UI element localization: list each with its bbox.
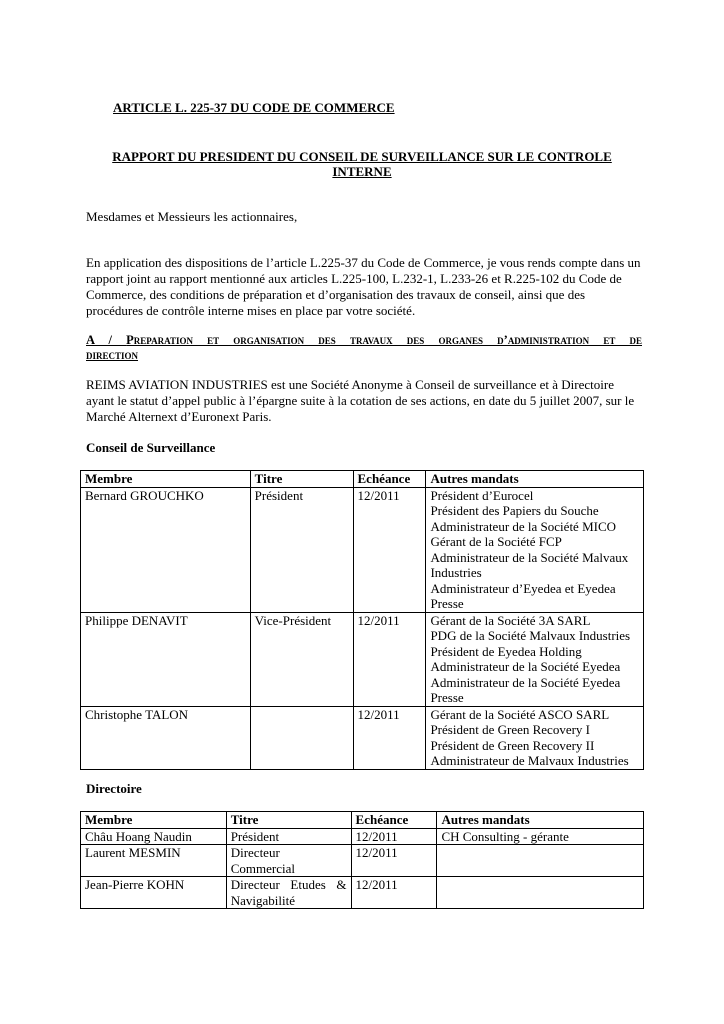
mandat-item: Président d’Eurocel [430,487,534,503]
mandat-item: Administrateur d’Eyedea et Eyedea Presse [430,580,616,611]
mandat-item: Président de Eyedea Holding [430,643,582,659]
cell-mandats [437,845,644,877]
mandat-item: Administrateur de la Société Malvaux Industries [430,549,629,580]
cell-echeance: 12/2011 [353,706,426,769]
section-a-title: Preparation et organisation des travaux des organes d’administration et de [126,333,642,347]
cell-titre: Président [226,828,351,845]
mandat-item: Gérant de la Société 3A SARL [430,612,591,628]
col-header-titre: Titre [226,812,351,829]
cell-mandats: CH Consulting - gérante [437,828,644,845]
cell-echeance: 12/2011 [351,845,437,877]
directoire-header-row [81,812,644,829]
conseil-title: Conseil de Surveillance [86,440,216,455]
report-title: RAPPORT DU PRESIDENT DU CONSEIL DE SURVEILLANCE SUR LE CONTROLE INTERNE [112,149,612,179]
cell-mandats [437,877,644,909]
cell-membre: Bernard GROUCHKO [81,487,251,612]
mandat-item: Administrateur de la Société Eyedea Presse [430,674,621,705]
section-a-title-end: direction [86,348,139,362]
table-row [81,877,644,909]
section-a-prefix: A / [86,333,127,347]
cell-mandats [426,706,644,769]
mandat-item: Gérant de la Société FCP [430,534,562,549]
mandat-item: Administrateur de la Société Eyedea [430,659,621,674]
mandat-item: Gérant de la Société ASCO SARL [430,706,610,722]
conseil-header-row [81,471,644,488]
cell-titre: Président [250,487,353,612]
cell-echeance: 12/2011 [351,828,437,845]
table-row [81,845,644,877]
cell-membre: Christophe TALON [81,706,251,769]
cell-titre: Directeur Etudes & Navigabilité [226,877,351,909]
cell-echeance: 12/2011 [351,877,437,909]
cell-titre: Vice-Président [250,612,353,706]
table-row [81,828,644,845]
article-title: ARTICLE L. 225-37 DU CODE DE COMMERCE [113,100,395,115]
salutation: Mesdames et Messieurs les actionnaires, [86,209,298,224]
company-paragraph: REIMS AVIATION INDUSTRIES est une Société Anonyme à Conseil de surveillance et à Directoire ayant le statut d’appel public à l’épargne suite à la cotation de ses actions, en date du 5 juillet 2007, sur le Marché Alternext d’Euronext Paris. [86,377,635,424]
cell-membre: Laurent MESMIN [81,845,227,877]
mandat-item: Président des Papiers du Souche [430,503,599,518]
mandat-item: Administrateur de Malvaux Industries [430,753,629,768]
section-a-heading [86,332,642,349]
mandat-item: Président de Green Recovery I [430,722,591,737]
mandat-item: Président de Green Recovery II [430,737,595,753]
cell-membre: Jean-Pierre KOHN [81,877,227,909]
cell-titre [250,706,353,769]
mandat-item: Administrateur de la Société MICO [430,518,617,534]
directoire-title: Directoire [86,781,142,796]
conseil-table [80,470,644,770]
cell-mandats [426,487,644,612]
col-header-membre: Membre [81,471,251,488]
col-header-titre: Titre [250,471,353,488]
intro-paragraph: En application des dispositions de l’article L.225-37 du Code de Commerce, je vous rends compte dans un rapport joint au rapport mentionné aux articles L.225-100, L.232-1, L.233-26 et R.225-102 du Code de Commerce, des conditions de préparation et d’organisation des travaux de conseil, ainsi que des procédures de contrôle interne mises en place par votre société. [86,255,641,318]
table-row [81,706,644,769]
cell-echeance: 12/2011 [353,487,426,612]
table-row [81,612,644,706]
col-header-mandats: Autres mandats [437,812,644,829]
mandat-item: PDG de la Société Malvaux Industries [430,628,631,643]
col-header-mandats: Autres mandats [426,471,644,488]
cell-membre: Châu Hoang Naudin [81,828,227,845]
cell-membre: Philippe DENAVIT [81,612,251,706]
table-row [81,487,644,612]
directoire-table [80,811,644,909]
col-header-membre: Membre [81,812,227,829]
col-header-echeance: Echéance [353,471,426,488]
cell-echeance: 12/2011 [353,612,426,706]
cell-titre: Directeur Commercial [226,845,351,877]
col-header-echeance: Echéance [351,812,437,829]
cell-mandats [426,612,644,706]
